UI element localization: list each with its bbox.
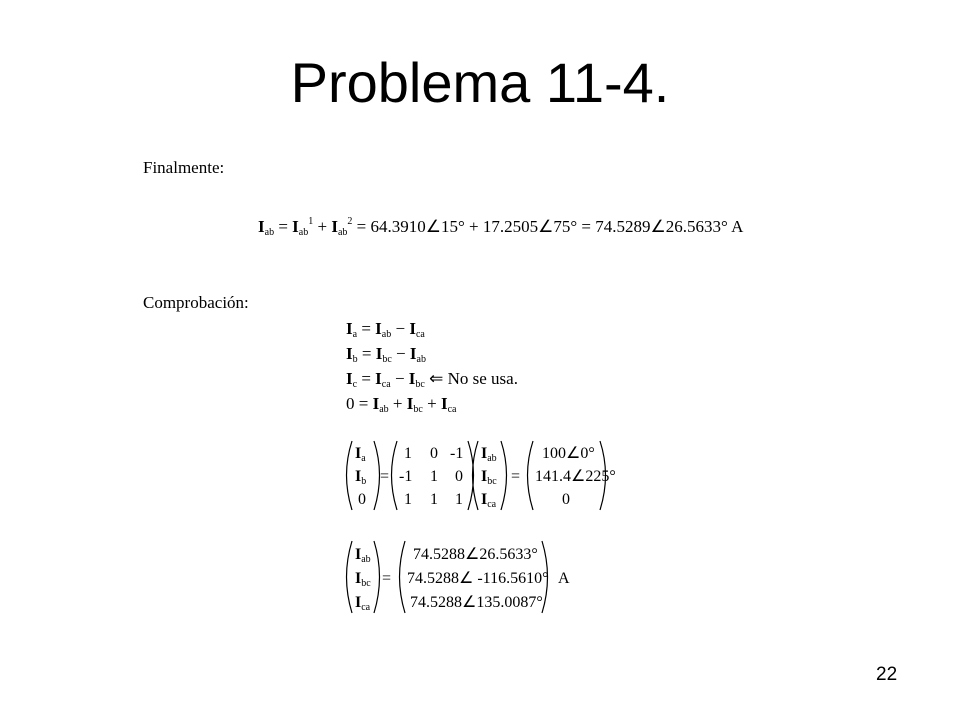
matrix-cell: 1 [404, 491, 412, 508]
matrix-cell: -1 [450, 445, 464, 462]
kcl-equation-c: $I_c = I_{ca} - I_{bc}$ ⇐ No se usa. [346, 369, 518, 390]
lhs-vector-entry: $I_b$ [355, 468, 367, 487]
result-rhs-entry: 74.5288∠26.5633° [413, 546, 538, 563]
equals-sign: = [380, 468, 390, 485]
kcl-equation-a: $I_a = I_{ab} - I_{ca}$ [346, 319, 425, 340]
slide-title: Problema 11-4. [290, 51, 670, 114]
matrix-cell: 1 [430, 468, 438, 485]
result-lhs-entry: $I_{ca}$ [355, 594, 371, 613]
matrix-cell: 0 [455, 468, 463, 485]
unknown-vector-entry: $I_{bc}$ [481, 468, 497, 487]
rhs-vector-entry: 141.4∠225° [535, 468, 616, 485]
finalmente-label: Finalmente: [143, 158, 225, 177]
result-lhs-entry: $I_{bc}$ [355, 570, 371, 589]
result-lhs-entry: $I_{ab}$ [355, 546, 371, 565]
equals-sign: = [511, 468, 521, 485]
unknown-vector-entry: $I_{ab}$ [481, 445, 497, 464]
unknown-vector-entry: $I_{ca}$ [481, 491, 497, 510]
page-number: 22 [876, 664, 898, 685]
rhs-vector-entry: 0 [562, 491, 570, 508]
final-current-equation: $I_{ab} = I_{ab}^1 + I_{ab}^2$ = 64.3910∠15° + 17.2505∠75° = 74.5289∠26.5633° A [258, 216, 744, 238]
kcl-equation-b: $I_b = I_{bc} - I_{ab}$ [346, 344, 426, 365]
matrix-cell: 1 [430, 491, 438, 508]
matrix-cell: 0 [430, 445, 438, 462]
matrix-cell: 1 [455, 491, 463, 508]
result-rhs-entry: 74.5288∠135.0087° [410, 594, 543, 611]
sum-equation: $0 = I_{ab} + I_{bc} + I_{ca}$ [346, 394, 457, 415]
result-rhs-entry: 74.5288∠ -116.5610° [407, 570, 549, 587]
comprobacion-label: Comprobación: [143, 293, 249, 312]
matrix-cell: -1 [399, 468, 413, 485]
matrix-cell: 1 [404, 445, 412, 462]
lhs-vector-entry: 0 [358, 491, 366, 508]
equals-sign: = [382, 570, 392, 587]
rhs-vector-entry: 100∠0° [542, 445, 595, 462]
lhs-vector-entry: $I_a$ [355, 445, 366, 464]
unit-label: A [558, 570, 570, 587]
